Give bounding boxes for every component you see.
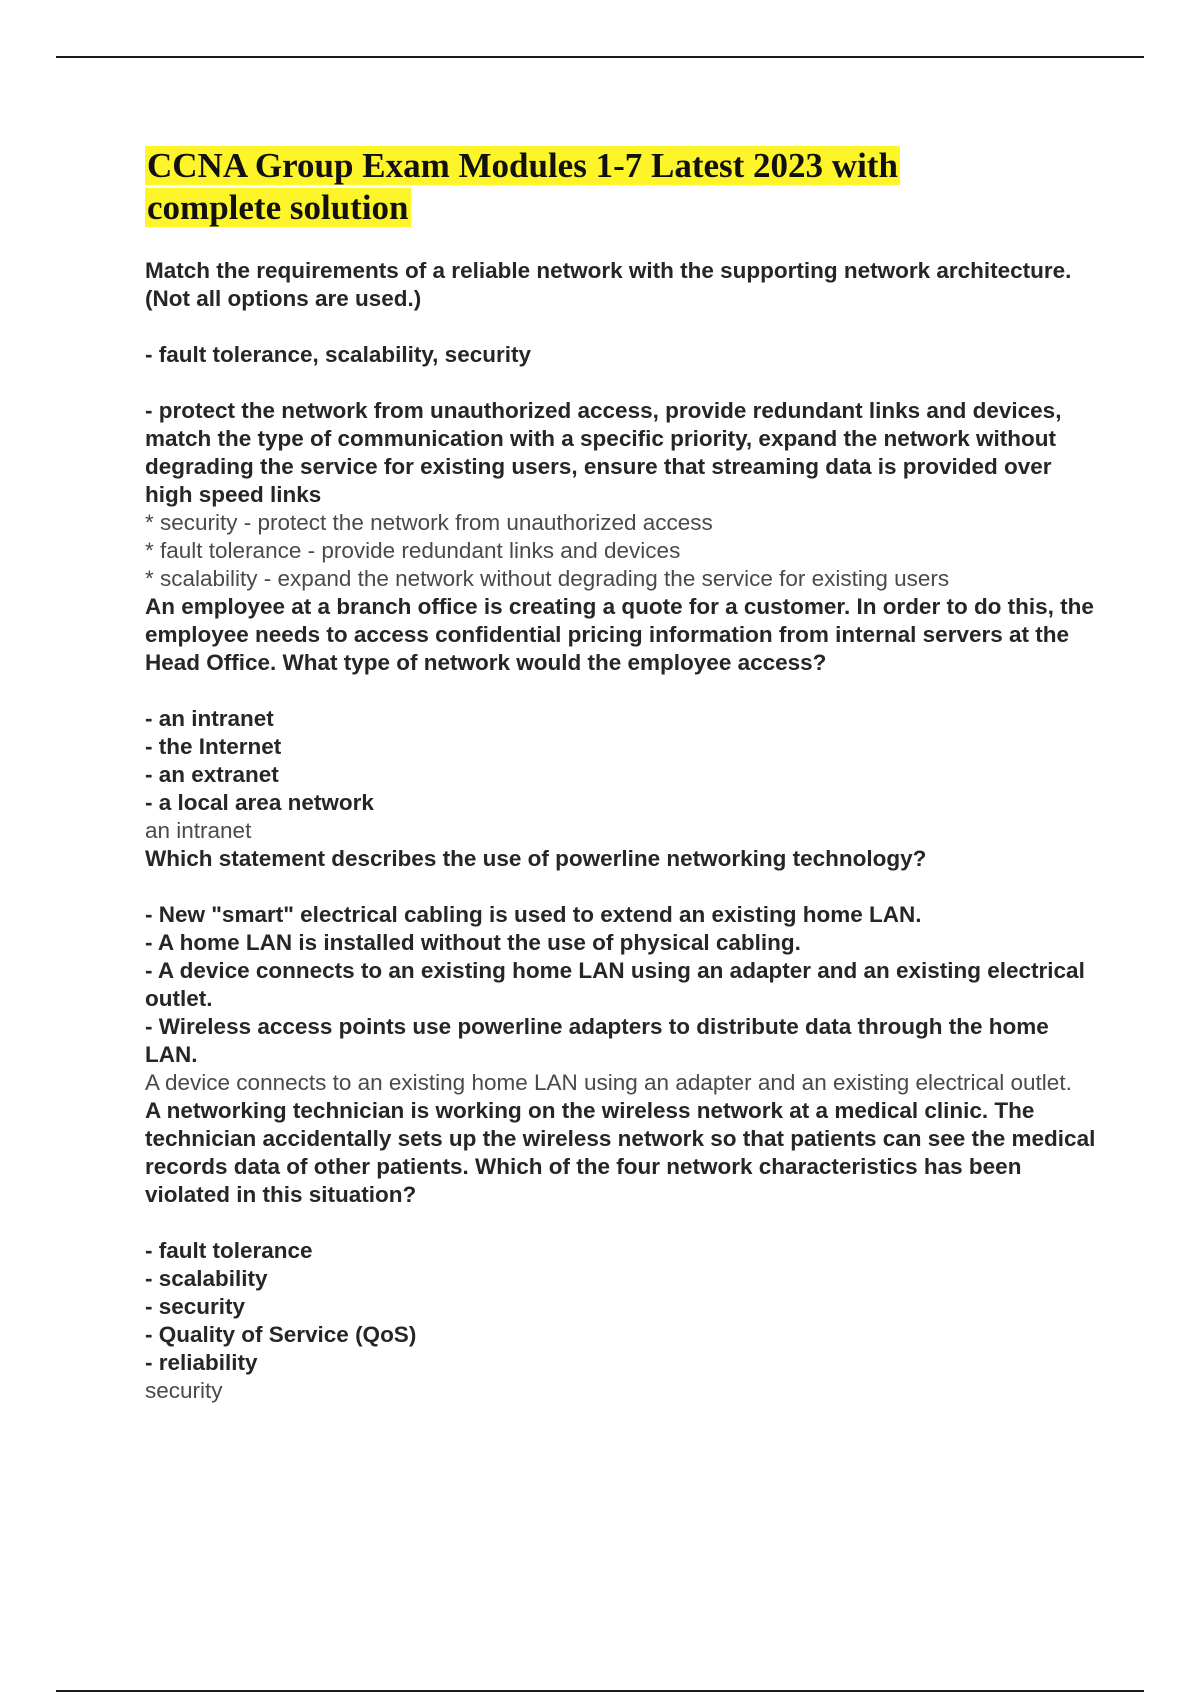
title-line-1: CCNA Group Exam Modules 1-7 Latest 2023 with [147,146,898,185]
header-rule [56,56,1144,58]
answer-item: * scalability - expand the network without degrading the service for existing users [145,566,950,591]
question-block-4 [145,1097,1105,1405]
footer-rule [56,1690,1144,1692]
question-block-1 [145,257,1105,593]
question-block-2 [145,593,1105,845]
question-text: An employee at a branch office is creating a quote for a customer. In order to do this, the employee needs to access confidential pricing information from internal servers at the Head Office. What type of network would the employee access? [145,594,1094,675]
option-item: - fault tolerance [145,1238,313,1263]
question-block-3 [145,845,1105,1097]
question-text: A networking technician is working on the wireless network at a medical clinic. The technician accidentally sets up the wireless network so that patients can see the medical records data of other patients. Which of the four network characteristics has been violated in this situation? [145,1098,1096,1207]
option-item: - protect the network from unauthorized access, provide redundant links and devices, match the type of communication with a specific priority, expand the network without degrading the service for existing users, ensure that streaming data is provided over high speed links [145,398,1062,507]
option-item: - Quality of Service (QoS) [145,1322,417,1347]
answer-text: an intranet [145,818,252,843]
document-body [145,145,1105,1405]
question-text: Which statement describes the use of powerline networking technology? [145,846,927,871]
option-item: - New "smart" electrical cabling is used to extend an existing home LAN. [145,902,922,927]
option-item: - scalability [145,1266,268,1291]
option-item: - security [145,1294,246,1319]
option-item: - A device connects to an existing home LAN using an adapter and an existing electrical outlet. [145,958,1085,1011]
option-item: - reliability [145,1350,258,1375]
answer-text: security [145,1378,223,1403]
answer-item: * security - protect the network from unauthorized access [145,510,713,535]
answer-text: A device connects to an existing home LAN using an adapter and an existing electrical outlet. [145,1070,1072,1095]
question-text: Match the requirements of a reliable network with the supporting network architecture. (Not all options are used.) [145,258,1072,311]
title-line-2: complete solution [147,188,409,227]
option-item: - the Internet [145,734,282,759]
option-item: - A home LAN is installed without the use of physical cabling. [145,930,801,955]
option-item: - a local area network [145,790,374,815]
document-title [145,145,1105,229]
option-item: - an extranet [145,762,279,787]
option-item: - fault tolerance, scalability, security [145,342,531,367]
answer-item: * fault tolerance - provide redundant links and devices [145,538,681,563]
option-item: - an intranet [145,706,274,731]
option-item: - Wireless access points use powerline adapters to distribute data through the home LAN. [145,1014,1049,1067]
